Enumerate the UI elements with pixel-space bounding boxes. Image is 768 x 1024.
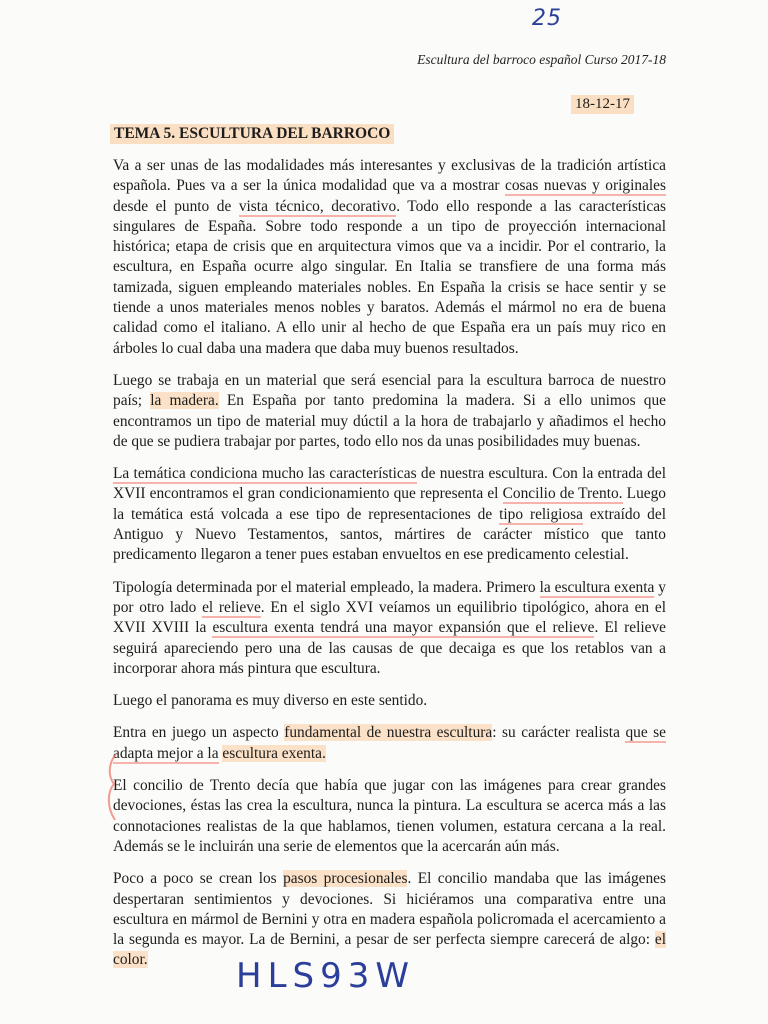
- annotation-underline: cosas nuevas y originales: [505, 177, 666, 195]
- annotation-highlight: fundamental de nuestra escultura: [284, 724, 493, 742]
- annotation-underline: la escultura exenta: [539, 578, 655, 596]
- annotation-underline: vista técnico, decorativo: [238, 197, 397, 215]
- annotation-highlight: escultura exenta.: [222, 744, 326, 762]
- paragraph-6: Entra en juego un aspecto fundamental de nuestra escultura: su carácter realista que se adapta mejor a la escultura exenta.: [113, 724, 667, 762]
- annotation-underline: escultura exenta tendrá una mayor expansión que el relieve: [212, 619, 595, 637]
- handwritten-page-number: 25: [532, 6, 562, 31]
- annotation-underline: Concilio de Trento.: [502, 485, 623, 503]
- margin-bracket-mark: [104, 752, 120, 822]
- running-header: Escultura del barroco español Curso 2017-18: [417, 52, 666, 67]
- paragraph-7: El concilio de Trento decía que había que jugar con las imágenes para crear grandes devociones, éstas las crea la escultura, nunca la pintura. La escultura se acerca más a las connotaciones realistas de la que hablamos, tienen volumen, estatura cercana a la real. Además se le incluirán una serie de elementos que la acercarán aún más.: [113, 777, 666, 855]
- annotation-underline: que se adapta mejor a la: [113, 724, 667, 762]
- paragraph-4: Tipología determinada por el material empleado, la madera. Primero la escultura exenta y por otro lado el relieve. En el siglo XVI veíamos un equilibrio tipológico, ahora en el XVII XVIII la escultura exenta tendrá una mayor expansión que el relieve. El relieve seguirá apareciendo pero una de las causas de que decaiga es que los retablos van a incorporar ahora más pintura que escultura.: [113, 578, 667, 677]
- paragraph-8: Poco a poco se crean los pasos procesionales. El concilio mandaba que las imágenes despertaran sentimientos y devociones. Si hiciéramos una comparativa entre una escultura en mármol de Bernini y otra en madera española policromada el acercamiento a la segunda es mayor. La de Bernini, a pesar de ser perfecta siempre carecerá de algo: el color.: [113, 870, 666, 969]
- paragraph-2: Luego se trabaja en un material que será esencial para la escultura barroca de nuestro país; la madera. En España por tanto predomina la madera. Si a ello unimos que encontramos un tipo de material muy dúctil a la hora de trabajarlo y añadimos el hecho de que se pudiera trabajar por partes, todo ello nos da unas posibilidades muy buenas.: [113, 371, 666, 450]
- annotation-highlight: el color.: [113, 931, 666, 969]
- paragraph-1: Va a ser unas de las modalidades más interesantes y exclusivas de la tradición artística española. Pues va a ser la única modalidad que va a mostrar cosas nuevas y originales desde el punto de vista técnico, decorativo. Todo ello responde a las características singulares de España. Sobre todo responde a un tipo de proyección internacional histórica; etapa de crisis que en arquitectura vimos que va a incidir. Por el contrario, la escultura, en España ocurre algo singular. En Italia se transfiere de una forma más tamizada, siguen empleando materiales nobles. En España la crisis se hace sentir y se tiende a unos materiales menos nobles y baratos. Además el mármol no era de buena calidad como el italiano. A ello unir al hecho de que España era un país muy rico en árboles lo cual daba una madera que daba muy buenos resultados.: [113, 157, 667, 357]
- handwritten-code: HLS93W: [236, 956, 415, 996]
- paragraph-3: La temática condiciona mucho las características de nuestra escultura. Con la entrada del XVII encontramos el gran condicionamiento que representa el Concilio de Trento. Luego la temática está volcada a ese tipo de representaciones de tipo religiosa extraído del Antiguo y Nuevo Testamentos, santos, mártires de carácter místico que tanto predicamento llegaron a tener pues estaban envueltos en ese predicamento celestial.: [113, 465, 667, 564]
- paragraph-5: Luego el panorama es muy diverso en este sentido.: [113, 692, 428, 710]
- annotation-underline: tipo religiosa: [499, 505, 583, 523]
- lecture-date: 18-12-17: [571, 95, 634, 114]
- annotation-highlight: pasos procesionales: [283, 870, 408, 888]
- annotation-highlight: la madera.: [150, 392, 219, 410]
- chapter-title: TEMA 5. ESCULTURA DEL BARROCO: [110, 124, 394, 144]
- annotation-underline: el relieve: [202, 598, 261, 616]
- document-body: [113, 156, 666, 983]
- annotation-underline: La temática condiciona mucho las características: [113, 465, 417, 483]
